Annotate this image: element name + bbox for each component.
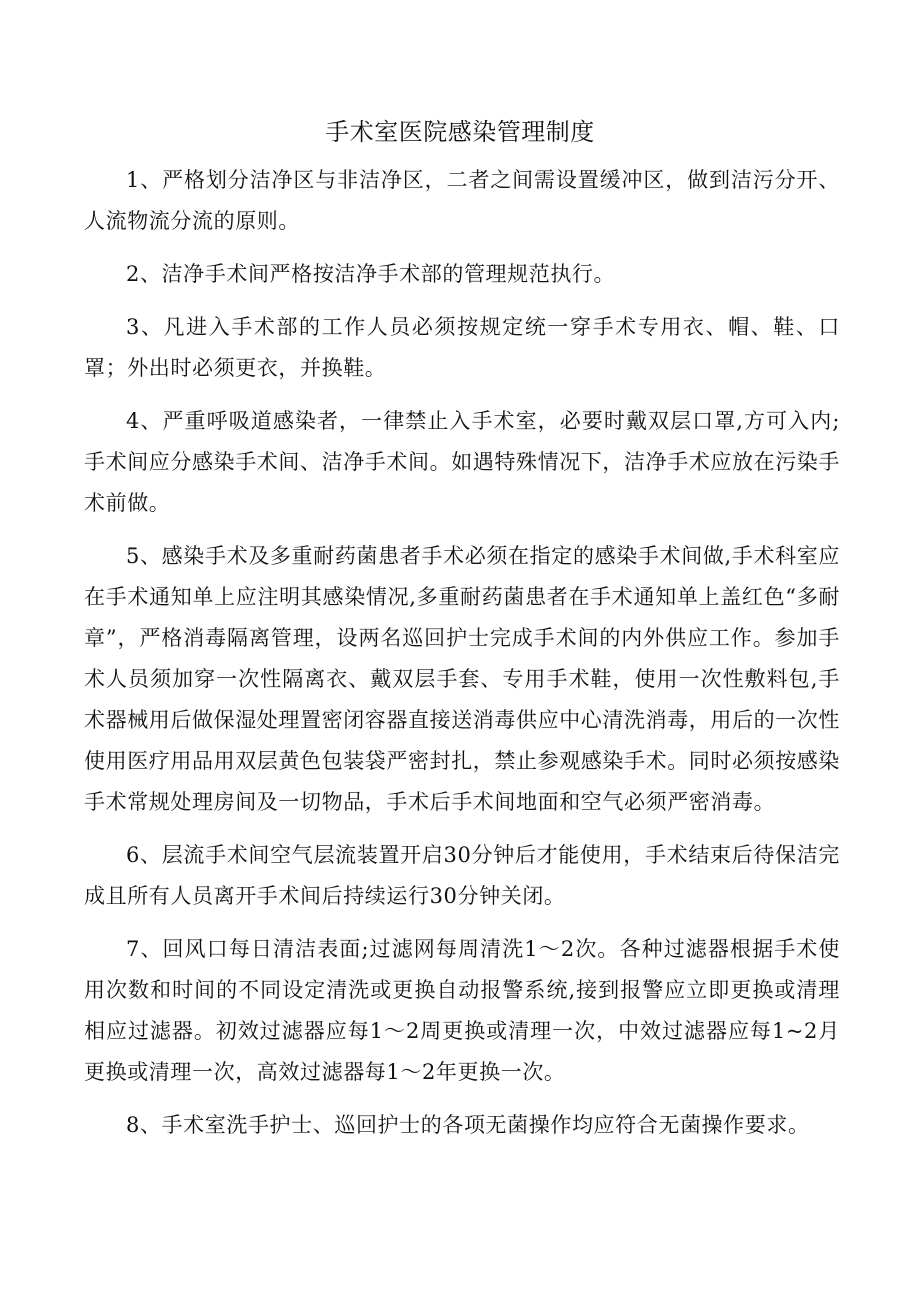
paragraph-7: 7、回风口每日清洁表面;过滤网每周清洗1～2次。各种过滤器根据手术使用次数和时间的不同设定清洗或更换自动报警系统,接到报警应立即更换或清理相应过滤器。初效过滤器应每1～2周更换或清理一次，中效过滤器应每1~2月更换或清理一次，高效过滤器每1～2年更换一次。 [84,937,840,1084]
paragraph-1: 1、严格划分洁净区与非洁净区，二者之间需设置缓冲区，做到洁污分开、人流物流分流的原则。 [84,168,840,233]
paragraph-2: 2、洁净手术间严格按洁净手术部的管理规范执行。 [126,262,616,286]
page-title: 手术室医院感染管理制度 [325,118,595,146]
paragraph-4: 4、严重呼吸道感染者，一律禁止入手术室，必要时戴双层口罩,方可入内;手术间应分感染手术间、洁净手术间。如遇特殊情况下，洁净手术应放在污染手术前做。 [84,409,840,515]
paragraph-8: 8、手术室洗手护士、巡回护士的各项无菌操作均应符合无菌操作要求。 [126,1113,810,1137]
paragraph-3: 3、凡进入手术部的工作人员必须按规定统一穿手术专用衣、帽、鞋、口罩；外出时必须更衣，并换鞋。 [84,315,840,380]
paragraph-5: 5、感染手术及多重耐药菌患者手术必须在指定的感染手术间做,手术科室应在手术通知单上应注明其感染情况,多重耐药菌患者在手术通知单上盖红色“多耐章”，严格消毒隔离管理，设两名巡回护士完成手术间的内外供应工作。参加手术人员须加穿一次性隔离衣、戴双层手套、专用手术鞋，使用一次性敷料包,手术器械用后做保湿处理置密闭容器直接送消毒供应中心清洗消毒，用后的一次性使用医疗用品用双层黄色包装袋严密封扎，禁止参观感染手术。同时必须按感染手术常规处理房间及一切物品，手术后手术间地面和空气必须严密消毒。 [84,544,840,814]
document-body [84,160,840,1146]
paragraph-6: 6、层流手术间空气层流装置开启30分钟后才能使用，手术结束后待保洁完成且所有人员离开手术间后持续运行30分钟关闭。 [84,843,840,908]
